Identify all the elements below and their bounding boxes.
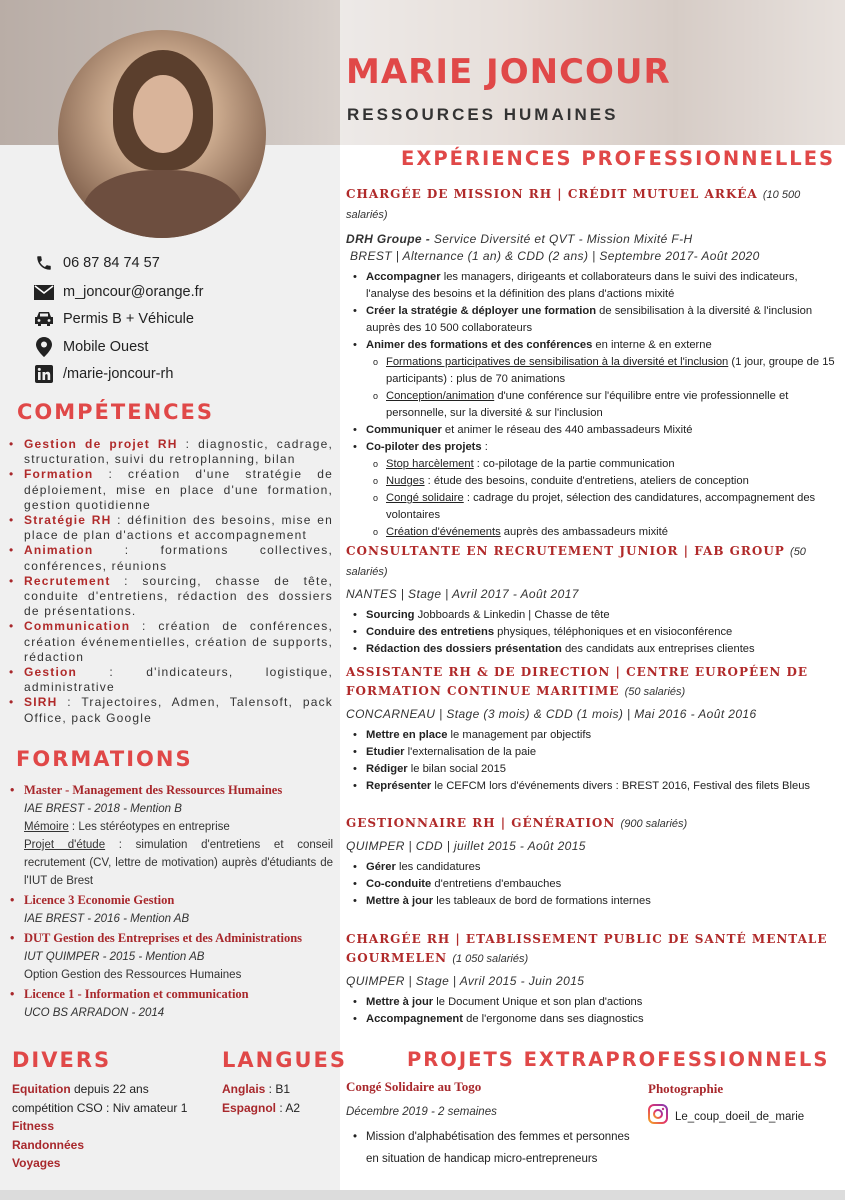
list-item: • Mettre à jour le Document Unique et son plan d'actions xyxy=(346,994,841,1011)
list-item: • Gestion de projet RH : diagnostic, cadrage, structuration, suivi du retroplanning, bilan xyxy=(8,437,333,467)
phone-number: 06 87 84 74 57 xyxy=(63,255,160,271)
list-item: • Sourcing Jobboards & Linkedin | Chasse de tête xyxy=(346,607,841,624)
list-item: • Accompagnement de l'ergonome dans ses diagnostics xyxy=(346,1011,841,1028)
formations-section-title: FORMATIONS xyxy=(16,747,193,771)
company-size: (10 500 salariés) xyxy=(346,189,801,221)
job-tasks xyxy=(346,269,841,541)
instagram-handle[interactable]: Le_coup_doeil_de_marie xyxy=(675,1110,805,1123)
divers-randonnees: Randonnées xyxy=(12,1137,85,1152)
job-tasks xyxy=(346,859,841,910)
divers-voyages: Voyages xyxy=(12,1156,61,1170)
skills-list xyxy=(8,437,333,726)
candidate-name: MARIE JONCOUR xyxy=(346,52,671,92)
langues-list xyxy=(222,1080,300,1117)
job-tasks xyxy=(346,727,841,795)
company-size: (900 salariés) xyxy=(620,818,688,830)
bottom-strip xyxy=(0,1190,845,1200)
formation-master-memoire: Mémoire : Les stéréotypes en entreprise xyxy=(24,821,230,833)
formation-master-projet: Projet d'étude : simulation d'entretiens et conseil recrutement (CV, lettre de motivation) auprès d'étudiants de l'IUT de Brest xyxy=(24,839,333,887)
project-title: Congé Solidaire au Togo xyxy=(346,1079,482,1094)
langues-section-title: LANGUES xyxy=(222,1048,347,1072)
divers-fitness: Fitness xyxy=(12,1119,55,1133)
list-item: • Gestion : d'indicateurs, logistique, administrative xyxy=(8,665,333,695)
project-conge-solidaire xyxy=(346,1078,631,1170)
contact-license xyxy=(33,308,194,330)
list-item: • Rédaction des dossiers présentation des candidats aux entreprises clientes xyxy=(346,641,841,658)
formation-licence1-title: • Licence 1 - Information et communication xyxy=(8,984,333,1004)
list-item: • Animation : formations collectives, conférences, réunions xyxy=(8,543,333,573)
job-meta: QUIMPER | CDD | juillet 2015 - Août 2015 xyxy=(346,839,586,853)
formation-dut-option: Option Gestion des Ressources Humaines xyxy=(24,969,242,981)
linkedin-handle[interactable]: /marie-joncour-rh xyxy=(63,366,174,382)
list-item: • Mettre en place le management par objectifs xyxy=(346,727,841,744)
list-item: • Co-conduite d'entretiens d'embauches xyxy=(346,876,841,893)
job-meta: NANTES | Stage | Avril 2017 - Août 2017 xyxy=(346,587,579,601)
profile-photo xyxy=(58,30,266,238)
instagram-link[interactable] xyxy=(648,1104,843,1129)
contact-linkedin[interactable] xyxy=(33,363,173,385)
car-icon xyxy=(33,309,55,329)
list-item: o Nudges : étude des besoins, conduite d'entretiens, ateliers de conception xyxy=(366,473,841,490)
project-title: Photographie xyxy=(648,1081,724,1096)
license-text: Permis B + Véhicule xyxy=(63,311,194,327)
formation-dut-school: IUT QUIMPER - 2015 - Mention AB xyxy=(24,951,205,963)
job-generation xyxy=(346,814,841,910)
list-item: • SIRH : Trajectoires, Admen, Talensoft, pack Office, pack Google xyxy=(8,695,333,725)
company-size: (50 salariés) xyxy=(624,686,686,698)
job-credit-mutuel xyxy=(346,185,841,541)
job-tasks xyxy=(346,607,841,658)
company-size: (1 050 salariés) xyxy=(452,953,529,965)
divers-equitation: Equitation depuis 22 ans xyxy=(12,1082,149,1096)
list-item: • Stratégie RH : définition des besoins, mise en place de plan d'actions et accompagnement xyxy=(8,513,333,543)
divers-competition: compétition CSO : Niv amateur 1 xyxy=(12,1100,188,1115)
linkedin-icon xyxy=(33,364,55,384)
list-item: • Animer des formations et des conférences en interne & en externe o Formations participatives de sensibilisation à la diversité et l'inclusion (1 jour, groupe de 15 participants) : plus de 70 animations o Conception/animation d'une conférence sur l'équilibre entre vie professionnelle et personnelle, sur la diversité & sur l'inclusion xyxy=(346,337,841,422)
list-item: o Création d'événements auprès des ambassadeurs mixité xyxy=(366,524,841,541)
formation-dut-title: • DUT Gestion des Entreprises et des Administrations xyxy=(8,928,333,948)
list-item: • Recrutement : sourcing, chasse de tête, conduite d'entretiens, rédaction des dossiers de présentations. xyxy=(8,574,333,620)
skills-section-title: COMPÉTENCES xyxy=(17,400,215,424)
formation-licence1-school: UCO BS ARRADON - 2014 xyxy=(24,1007,165,1019)
job-meta: CONCARNEAU | Stage (3 mois) & CDD (1 mois) | Mai 2016 - Août 2016 xyxy=(346,707,757,721)
divers-list xyxy=(12,1080,187,1173)
contact-phone xyxy=(33,252,160,274)
langue-espagnol: Espagnol : A2 xyxy=(222,1100,301,1115)
list-item: • Mettre à jour les tableaux de bord de formations internes xyxy=(346,893,841,910)
list-item: • Représenter le CEFCM lors d'événements divers : BREST 2016, Festival des filets Bleus xyxy=(346,778,841,795)
formation-licence3-title: • Licence 3 Economie Gestion xyxy=(8,890,333,910)
list-item: • Créer la stratégie & déployer une formation de sensibilisation à la diversité & l'inclusion auprès des 10 500 collaborateurs xyxy=(346,303,841,337)
list-item: • Co-piloter des projets : o Stop harcèlement : co-pilotage de la partie communication o Nudges : étude des besoins, conduite d'entretiens, ateliers de conception o Congé solidaire : cadrage du projet, sélection des candidatures, accompagnement des volontaires o Création d'événements auprès des ambassadeurs mixité xyxy=(346,439,841,541)
list-item: • Formation : création d'une stratégie de déploiement, mise en place d'une formation, gestion quotidienne xyxy=(8,467,333,513)
list-item: • Mission d'alphabétisation des femmes et personnes en situation de handicap micro-entrepreneurs xyxy=(346,1126,631,1170)
list-item: o Conception/animation d'une conférence sur l'équilibre entre vie professionnelle et personnelle, sur la diversité & sur l'inclusion xyxy=(366,388,841,422)
job-title: CHARGÉE DE MISSION RH | CRÉDIT MUTUEL ARKÉA xyxy=(346,187,758,201)
langue-anglais: Anglais : B1 xyxy=(222,1082,291,1096)
instagram-icon xyxy=(648,1104,668,1129)
project-photographie xyxy=(648,1080,843,1129)
list-item: • Etudier l'externalisation de la paie xyxy=(346,744,841,761)
contact-mobility xyxy=(33,336,148,358)
job-meta: BREST | Alternance (1 an) & CDD (2 ans) | Septembre 2017- Août 2020 xyxy=(350,249,760,263)
formations-list xyxy=(8,780,333,1022)
list-item: • Rédiger le bilan social 2015 xyxy=(346,761,841,778)
phone-icon xyxy=(33,253,55,273)
job-tasks xyxy=(346,994,841,1028)
formation-master-title: • Master - Management des Ressources Humaines xyxy=(8,780,333,800)
job-department: DRH Groupe - Service Diversité et QVT - Mission Mixité F-H xyxy=(346,232,693,246)
list-item: • Communiquer et animer le réseau des 440 ambassadeurs Mixité xyxy=(346,422,841,439)
job-title: ASSISTANTE RH & DE DIRECTION | CENTRE EUROPÉEN DE FORMATION CONTINUE MARITIME xyxy=(346,665,809,698)
project-tasks xyxy=(346,1126,631,1170)
list-item: • Gérer les candidatures xyxy=(346,859,841,876)
formation-licence3-school: IAE BREST - 2016 - Mention AB xyxy=(24,913,190,925)
formation-master-school: IAE BREST - 2018 - Mention B xyxy=(24,803,182,815)
projects-section-title: PROJETS EXTRAPROFESSIONNELS xyxy=(407,1048,830,1071)
job-title: CONSULTANTE EN RECRUTEMENT JUNIOR | FAB GROUP xyxy=(346,544,785,558)
email-address: m_joncour@orange.fr xyxy=(63,284,204,300)
list-item: o Congé solidaire : cadrage du projet, sélection des candidatures, accompagnement des volontaires xyxy=(366,490,841,524)
list-item: • Communication : création de conférences, création événementielles, création de supports, rédaction xyxy=(8,619,333,665)
company-size: (50 salariés) xyxy=(346,546,806,578)
candidate-role: RESSOURCES HUMAINES xyxy=(347,105,619,124)
job-fab-group xyxy=(346,542,841,658)
contact-email xyxy=(33,281,203,303)
list-item: o Formations participatives de sensibilisation à la diversité et l'inclusion (1 jour, groupe de 15 participants) : plus de 70 animations xyxy=(366,354,841,388)
list-item: • Conduire des entretiens physiques, téléphoniques et en visioconférence xyxy=(346,624,841,641)
experiences-section-title: EXPÉRIENCES PROFESSIONNELLES xyxy=(401,147,836,170)
list-item: o Stop harcèlement : co-pilotage de la partie communication xyxy=(366,456,841,473)
job-meta: QUIMPER | Stage | Avril 2015 - Juin 2015 xyxy=(346,974,585,988)
job-cefcm xyxy=(346,663,841,795)
job-gourmelen xyxy=(346,930,841,1028)
mail-icon xyxy=(33,282,55,302)
location-pin-icon xyxy=(33,337,55,357)
job-title: GESTIONNAIRE RH | GÉNÉRATION xyxy=(346,816,616,830)
project-meta: Décembre 2019 - 2 semaines xyxy=(346,1106,497,1118)
mobility-text: Mobile Ouest xyxy=(63,339,149,355)
list-item: • Accompagner les managers, dirigeants et collaborateurs dans le suivi des indicateurs, l'analyse des besoins et la définition des plans d'actions mixité xyxy=(346,269,841,303)
divers-section-title: DIVERS xyxy=(12,1048,112,1072)
job-title: CHARGÉE RH | ETABLISSEMENT PUBLIC DE SANTÉ MENTALE GOURMELEN xyxy=(346,932,828,965)
